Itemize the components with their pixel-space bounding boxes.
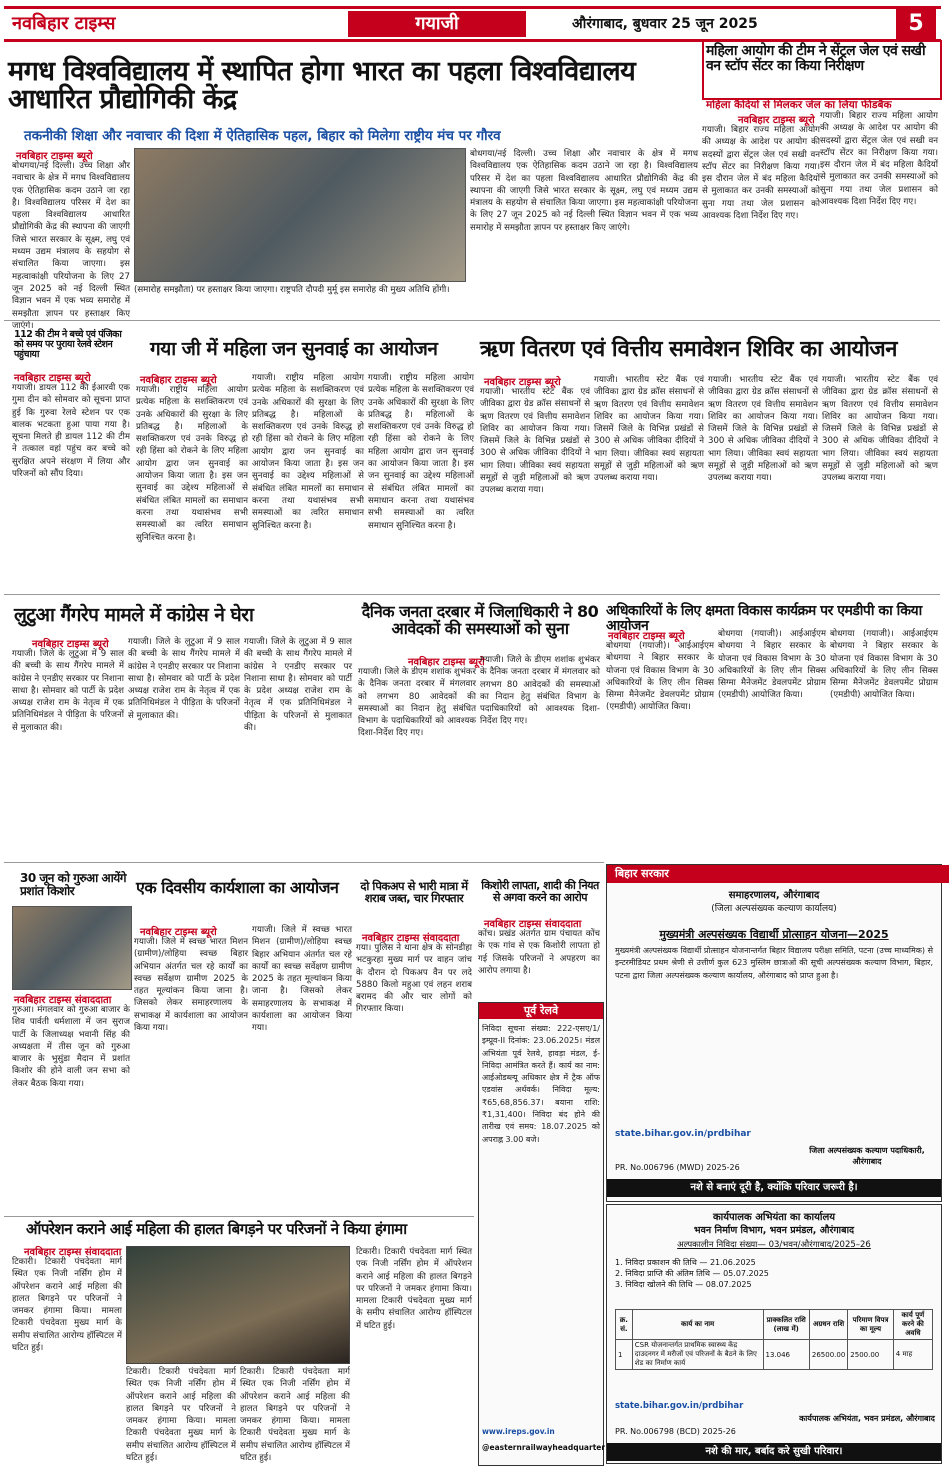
divider (4, 320, 940, 321)
gov2-office: भवन निर्माण विभाग, भवन प्रमंडल, औरंगाबाद (693, 1225, 855, 1236)
gurua-photo (12, 906, 132, 990)
gov2-header: कार्यपालक अभियंता का कार्यालय (712, 1212, 836, 1223)
gov1-website[interactable]: state.bihar.gov.in/prdbihar (615, 1129, 751, 1139)
gov1-scheme: मुख्यमंत्री अल्पसंख्यक विद्यार्थी प्रोत्साहन योजना—2025 (659, 928, 889, 941)
credit-headline: ऋण वितरण एवं वित्तीय समावेशन शिविर का आयोजन (480, 337, 897, 362)
gov1-signature: जिला अल्पसंख्यक कल्याण पदाधिकारी, औरंगाबाद (809, 1146, 925, 1166)
jail-subhead: महिला कैदियों से मिलकर जेल का लिया फीडबैक (706, 99, 892, 111)
kishori-body: कोंच। प्रखंड अंतर्गत ग्राम पंचायत कोंच के एक गांव से एक किशोरी लापता हो गई जिसके परिजनों ने अपहरण का आरोप लगाया है। (478, 929, 600, 976)
gov2-table (615, 1309, 933, 1370)
gov2-date-row: 2. निविदा प्राप्ति की अंतिम तिथि — 05.07.2025 (615, 1269, 769, 1278)
table-cell: 2500.00 (848, 1340, 894, 1370)
surgery-photo (126, 1246, 350, 1364)
gov2-dates (615, 1257, 933, 1290)
table-row (616, 1340, 933, 1370)
gov1-header: बिहार सरकार (607, 865, 949, 883)
jail-headline-box (702, 40, 942, 100)
table-header: अग्रधन राशि (809, 1310, 847, 1340)
darbar-body-2: गयाजी। जिले के डीएम शशांक शुभंकर के दैनिक जनता दरबार में मंगलवार को लगभग 80 आवेदकों की समस्याओं का निदान हेतु संबंधित विभाग के पदाधिकारियों को आवश्यक दिशा-निर्देश दिए गए। (480, 655, 600, 727)
table-header: कार्य का नाम (632, 1310, 763, 1340)
capacity-byline: नवबिहार टाइम्स ब्यूरो (608, 631, 685, 642)
lutua-body-2: गयाजी। जिले के लुटुआ में 9 साल की बच्ची के साथ गैंगरेप मामले में कांग्रेस ने एनडीए सरकार पर निशाना साधा है। सोमवार को पार्टी के प्रदेश अध्यक्ष राजेश राम के नेतृत्व में एक प्रतिनिधिमंडल ने पीड़िता के परिजनों से मुलाकात की। (128, 637, 240, 721)
hearing-body: गयाजी। राष्ट्रीय महिला आयोग प्रत्येक महिला के सशक्तिकरण एवं उनके अधिकारों की सुरक्षा के लिए प्रतिबद्ध है। महिलाओं के सशक्तिकरण एवं उनके विरुद्ध हो रही हिंसा को रोकने के लिए महिला आयोग द्वारा जन सुनवाई का आयोजन किया जाता है। इस जन सुनवाई का उद्देश्य महिलाओं से संबंधित लंबित मामलों का समाधान करना तथा यथासंभव सभी समस्याओं का त्वरित समाधान सुनिश्चित करना है। (136, 385, 248, 543)
credit-body-3: गयाजी। भारतीय स्टेट बैंक एवं जीविका द्वारा ग्रेड क्रॉस संसाधनों से ऋण वितरण एवं वित्तीय समावेशन शिविर का आयोजन किया गया। जिसमें जिले के विभिन्न प्रखंडों से 300 से अधिक जीविका दीदियों ने भाग लिया। जीविका स्वयं सहायता समूहों से जुड़ी महिलाओं को ऋण उपलब्ध कराया गया। (708, 375, 818, 484)
lead-headline: मगध विश्वविद्यालय में स्थापित होगा भारत का पहला विश्वविद्यालय आधारित प्रौद्योगिकी केंद्र (8, 56, 636, 116)
jail-headline: महिला आयोग की टीम ने सेंट्रल जेल एवं सखी वन स्टॉप सेंटर का किया निरीक्षण (706, 43, 926, 74)
kishori-headline: किशोरी लापता, शादी की नियत से अगवा करने का आरोप (481, 879, 599, 904)
gurua-byline: नवबिहार टाइम्स संवाददाता (14, 995, 112, 1006)
workshop-headline: एक दिवसीय कार्यशाला का आयोजन (136, 878, 339, 897)
table-cell: 13.046 (763, 1340, 809, 1370)
railway-body: निविदा सूचना संख्या: 222-एसए/1/इम्प्रूव-II दिनांक: 23.06.2025। मंडल अभियंता पूर्व रेलवे, हावड़ा मंडल, ई-निविदा आमंत्रित करते हैं। कार्य का नाम: आईओडब्ल्यू अधिकार क्षेत्र में ट्रैक ऑफ एडवांस अर्थवर्क। निविदा मूल्य: ₹65,68,856.37। बयाना राशि: ₹1,31,400। निविदा बंद होने की तारीख एवं समय: 18.07.2025 को अपराह्न 3.00 बजे। (482, 1024, 600, 1144)
table-header: कार्य पूर्ण करने की अवधि (893, 1310, 932, 1340)
lutua-body: गयाजी। जिले के लुटुआ में 9 साल की बच्ची के साथ गैंगरेप मामले में कांग्रेस ने एनडीए सरकार पर निशाना साधा है। सोमवार को पार्टी के प्रदेश अध्यक्ष राजेश राम के नेतृत्व में एक प्रतिनिधिमंडल ने पीड़िता के परिजनों से मुलाकात की। (12, 649, 124, 733)
child-body: गयाजी। डायल 112 की ईआरवी एक गुमा दीन को सोमवार को सूचना प्राप्त हुई कि गुरुवा रेलवे स्टेशन पर एक बालक भटकता हुआ पाया गया है। सूचना मिलते ही डायल 112 की टीम ने तत्काल वहां पहुंच कर बच्चे को सुरक्षित अपने संरक्षण में लिया और परिजनों को सौंप दिया। (12, 383, 130, 480)
credit-body-4: गयाजी। भारतीय स्टेट बैंक एवं जीविका द्वारा ग्रेड क्रॉस संसाधनों से ऋण वितरण एवं वित्तीय समावेशन शिविर का आयोजन किया गया। जिसमें जिले के विभिन्न प्रखंडों से 300 से अधिक जीविका दीदियों ने भाग लिया। जीविका स्वयं सहायता समूहों से जुड़ी महिलाओं को ऋण उपलब्ध कराया गया। (822, 375, 938, 484)
surgery-body-2: टिकारी। टिकारी पंचदेवता मार्ग स्थित एक निजी नर्सिंग होम में ऑपरेशन कराने आई महिला की हालत बिगड़ने पर परिजनों ने जमकर हंगामा किया। मामला टिकारी पंचदेवता मुख्य मार्ग के समीप संचालित आरोग्य हॉस्पिटल में घटित हुई। (126, 1367, 236, 1464)
gov2-pr-no: PR. No.006798 (BCD) 2025-26 (615, 1427, 736, 1436)
brand-name: नवबिहार टाइम्स (12, 13, 116, 34)
liquor-headline: दो पिकअप से भारी मात्रा में शराब जब्त, चार गिरफ्तार (360, 879, 468, 906)
gurua-body: गुरुआ। मंगलवार को गुरुआ बाजार के शिव पार्वती धर्मशाला में जन सुराज पार्टी के जिलाध्यक्ष भवानी सिंह की अध्यक्षता में तीस जून को गुरुआ बाजार के भुसुंडा मैदान में प्रशांत किशोर की होने वाली जन सभा को लेकर बैठक किया गया। (12, 1005, 130, 1089)
credit-body: गयाजी। भारतीय स्टेट बैंक एवं जीविका द्वारा ग्रेड क्रॉस संसाधनों से ऋण वितरण एवं वित्तीय समावेशन शिविर का आयोजन किया गया। जिसमें जिले के विभिन्न प्रखंडों से 300 से अधिक जीविका दीदियों ने भाग लिया। जीविका स्वयं सहायता समूहों से जुड़ी महिलाओं को ऋण उपलब्ध कराया गया। (480, 387, 590, 496)
lutua-headline: लुटुआ गैंगरेप मामले में कांग्रेस ने घेरा (14, 604, 254, 626)
capacity-headline: अधिकारियों के लिए क्षमता विकास कार्यक्रम पर एमडीपी का किया आयोजन (606, 603, 922, 634)
darbar-byline: नवबिहार टाइम्स ब्यूरो (408, 657, 485, 668)
dateline: औरंगाबाद, बुधवार 25 जून 2025 (572, 16, 758, 32)
surgery-byline: नवबिहार टाइम्स संवाददाता (24, 1247, 122, 1258)
darbar-body: गयाजी। जिले के डीएम शशांक शुभंकर के दैनिक जनता दरबार में मंगलवार को लगभग 80 आवेदकों की समस्याओं का निदान हेतु संबंधित विभाग के पदाधिकारियों को आवश्यक दिशा-निर्देश दिए गए। (358, 667, 476, 739)
workshop-body-2: गयाजी। जिले में स्वच्छ भारत मिशन (ग्रामीण)/लोहिया स्वच्छ बिहार अभियान अंतर्गत चल रहे कार्यों का स्वच्छ सर्वेक्षण ग्रामीण 2025 के तहत मूल्यांकन किया जाना है। जिसको लेकर समाहरणालय के सभाकक्ष में कार्यशाला का आयोजन किया गया। (252, 925, 352, 1034)
lead-subhead: तकनीकी शिक्षा और नवाचार की दिशा में ऐतिहासिक पहल, बिहार को मिलेगा राष्ट्रीय मंच पर गौरव (24, 128, 501, 144)
darbar-headline: दैनिक जनता दरबार में जिलाधिकारी ने 80 आवेदकों की समस्याओं को सुना (361, 602, 599, 638)
table-header: परिमाण विपत्र का मूल्य (848, 1310, 894, 1340)
gov2-date-row: 1. निविदा प्रकाशन की तिथि — 21.06.2025 (615, 1258, 756, 1267)
lutua-body-3: गयाजी। जिले के लुटुआ में 9 साल की बच्ची के साथ गैंगरेप मामले में कांग्रेस ने एनडीए सरकार पर निशाना साधा है। सोमवार को पार्टी के प्रदेश अध्यक्ष राजेश राम के नेतृत्व में एक प्रतिनिधिमंडल ने पीड़िता के परिजनों से मुलाकात की। (244, 637, 352, 734)
gov1-slogan: नशे से बनाएं दूरी है, क्योंकि परिवार जरूरी है। (607, 1179, 941, 1197)
section-tag: गयाजी (348, 11, 526, 37)
gov2-signature: कार्यपालक अभियंता, भवन प्रमंडल, औरंगाबाद (799, 1414, 935, 1423)
gov2-date-row: 3. निविदा खोलने की तिथि — 08.07.2025 (615, 1280, 752, 1289)
lead-photo-caption: (समारोह समझौता) पर हस्ताक्षर किया जाएगा। राष्ट्रपति दौपदी मुर्मू इस समारोह की मुख्य अतिथि होंगी। (134, 285, 450, 295)
table-cell: 26500.00 (809, 1340, 847, 1370)
gov2-slogan: नशे की मार, बर्बाद करे सुखी परिवार। (607, 1443, 941, 1461)
divider (4, 594, 940, 595)
child-headline: 112 की टीम ने बच्चे एवं पंजिका को समय पर पुराया रेलवे स्टेशन पहुंचाया (14, 329, 122, 360)
table-cell: 4 माह (893, 1340, 932, 1370)
credit-byline: नवबिहार टाइम्स ब्यूरो (484, 377, 561, 388)
gov1-pr-no: PR. No.006796 (MWD) 2025-26 (615, 1163, 740, 1172)
credit-body-2: गयाजी। भारतीय स्टेट बैंक एवं जीविका द्वारा ग्रेड क्रॉस संसाधनों से ऋण वितरण एवं वित्तीय समावेशन शिविर का आयोजन किया गया। जिसमें जिले के विभिन्न प्रखंडों से 300 से अधिक जीविका दीदियों ने भाग लिया। जीविका स्वयं सहायता समूहों से जुड़ी महिलाओं को ऋण उपलब्ध कराया गया। (594, 375, 704, 484)
capacity-body-3: बोधगया (गयाजी)। आईआईएम बोधगया ने बिहार सरकार के योजना एवं विकास विभाग के 30 अधिकारियों के लिए लीन सिक्स सिग्मा मैनेजमेंट डेवलपमेंट प्रोग्राम (एमडीपी) आयोजित किया। (830, 629, 938, 701)
table-header: क्र. सं. (616, 1310, 633, 1340)
liquor-body: गया। पुलिस ने थाना क्षेत्र के सोनडीहा भटकुरहा मुख्य मार्ग पर वाहन जांच के दौरान दो पिकअप वैन पर लदे 5880 किलो महुआ एवं लहन शराब बरामद की और चार लोगों को गिरफ्तार किया। (356, 943, 472, 1015)
gov1-department: (जिला अल्पसंख्यक कल्याण कार्यालय) (711, 904, 837, 914)
surgery-body-3: टिकारी। टिकारी पंचदेवता मार्ग स्थित एक निजी नर्सिंग होम में ऑपरेशन कराने आई महिला की हालत बिगड़ने पर परिजनों ने जमकर हंगामा किया। मामला टिकारी पंचदेवता मुख्य मार्ग के समीप संचालित आरोग्य हॉस्पिटल में घटित हुई। (240, 1367, 350, 1464)
divider (4, 1216, 474, 1217)
table-cell: CSR योजनान्तर्गत प्राथमिक स्वास्थ्य केंद्र दाउदनगर में मरीजों एवं परिजनों के बैठने के लिए शेड का निर्माण कार्य (632, 1340, 763, 1370)
surgery-headline: ऑपरेशन कराने आई महिला की हालत बिगड़ने पर परिजनों ने किया हंगामा (26, 1220, 407, 1238)
railway-title: पूर्व रेलवे (479, 1003, 603, 1019)
minority-scheme-notice (606, 864, 942, 1202)
gov2-website[interactable]: state.bihar.gov.in/prdbihar (615, 1401, 744, 1411)
table-cell: 1 (616, 1340, 633, 1370)
workshop-body: गयाजी। जिले में स्वच्छ भारत मिशन (ग्रामीण)/लोहिया स्वच्छ बिहार अभियान अंतर्गत चल रहे कार्यों का स्वच्छ सर्वेक्षण ग्रामीण 2025 के तहत मूल्यांकन किया जाना है। जिसको लेकर समाहरणालय के सभाकक्ष में कार्यशाला का आयोजन किया गया। (134, 937, 248, 1034)
railway-website[interactable]: www.ireps.gov.in (482, 1427, 555, 1436)
kishori-byline: नवबिहार टाइम्स संवाददाता (484, 919, 582, 930)
hearing-body-3: गयाजी। राष्ट्रीय महिला आयोग प्रत्येक महिला के सशक्तिकरण एवं उनके अधिकारों की सुरक्षा के लिए प्रतिबद्ध है। महिलाओं के सशक्तिकरण एवं उनके विरुद्ध हो रही हिंसा को रोकने के लिए महिला आयोग द्वारा जन सुनवाई का आयोजन किया जाता है। इस जन सुनवाई का उद्देश्य महिलाओं से संबंधित लंबित मामलों का समाधान करना तथा यथासंभव सभी समस्याओं का त्वरित समाधान सुनिश्चित करना है। (368, 373, 474, 531)
table-header: प्राक्कलित राशि (लाख में) (763, 1310, 809, 1340)
hearing-headline: गया जी में महिला जन सुनवाई का आयोजन (150, 338, 438, 360)
capacity-body-2: बोधगया (गयाजी)। आईआईएम बोधगया ने बिहार सरकार के योजना एवं विकास विभाग के 30 अधिकारियों के लिए लीन सिक्स सिग्मा मैनेजमेंट डेवलपमेंट प्रोग्राम (एमडीपी) आयोजित किया। (718, 629, 826, 701)
jail-byline: नवबिहार टाइम्स ब्यूरो (738, 115, 815, 126)
gov2-notice: अल्पकालीन निविदा संख्या— 03/भवन/औरंगाबाद/2025–26 (677, 1240, 871, 1250)
lead-body-continued: बोधगया/नई दिल्ली। उच्च शिक्षा और नवाचार के क्षेत्र में मगध विश्वविद्यालय एक ऐतिहासिक कदम उठाने जा रहा है। विश्वविद्यालय परिसर में देश का पहला विश्वविद्यालय आधारित प्रौद्योगिकी केंद्र की स्थापना की जाएगी जिसे भारत सरकार के सूक्ष्म, लघु एवं मध्यम उद्यम मंत्रालय के सहयोग से संचालित किया जाएगा। इस महत्वाकांक्षी परियोजना के लिए 27 जून 2025 को नई दिल्ली स्थित विज्ञान भवन में एक भव्य समारोह में समझौता ज्ञापन पर हस्ताक्षर किए जाएंगे। (470, 149, 698, 233)
jail-body-continued: गयाजी। बिहार राज्य महिला आयोग की अध्यक्ष के आदेश पर आयोग की सदस्यों द्वारा सेंट्रल जेल एवं सखी वन स्टॉप सेंटर का निरीक्षण किया गया। इस दौरान जेल में बंद महिला कैदियों से मुलाकात कर उनकी समस्याओं को सुना गया तथा जेल प्रशासन को आवश्यक दिशा निर्देश दिए गए। (820, 111, 938, 208)
gov1-body: मुख्यमंत्री अल्पसंख्यक विद्यार्थी प्रोत्साहन योजनान्तर्गत बिहार विद्यालय परीक्षा समिति, पटना (उच्च माध्यमिक) से इन्टरमीडियट प्रथम श्रेणी से उत्तीर्ण कुल 623 मुस्लिम छात्राओं की सूची अल्पसंख्यक कल्याण विभाग, बिहार, पटना द्वारा जिला अल्पसंख्यक कल्याण कार्यालय, औरंगाबाद को प्राप्त हुआ है। (615, 946, 933, 980)
railway-handle[interactable]: @easternrailwayheadquarter (482, 1443, 606, 1452)
divider (4, 862, 604, 863)
building-tender-notice (606, 1204, 942, 1464)
capacity-body: बोधगया (गयाजी)। आईआईएम बोधगया ने बिहार सरकार के योजना एवं विकास विभाग के 30 अधिकारियों के लिए लीन सिक्स सिग्मा मैनेजमेंट डेवलपमेंट प्रोग्राम (एमडीपी) आयोजित किया। (606, 641, 714, 713)
masthead (4, 6, 941, 42)
child-byline: नवबिहार टाइम्स ब्यूरो (14, 373, 91, 384)
workshop-byline: नवबिहार टाइम्स ब्यूरो (140, 927, 217, 938)
hearing-byline: नवबिहार टाइम्स ब्यूरो (140, 375, 217, 386)
hearing-body-2: गयाजी। राष्ट्रीय महिला आयोग प्रत्येक महिला के सशक्तिकरण एवं उनके अधिकारों की सुरक्षा के लिए प्रतिबद्ध है। महिलाओं के सशक्तिकरण एवं उनके विरुद्ध हो रही हिंसा को रोकने के लिए महिला आयोग द्वारा जन सुनवाई का आयोजन किया जाता है। इस जन सुनवाई का उद्देश्य महिलाओं से संबंधित लंबित मामलों का समाधान करना तथा यथासंभव सभी समस्याओं का त्वरित समाधान सुनिश्चित करना है। (252, 373, 364, 531)
gov1-office: समाहरणालय, औरंगाबाद (728, 890, 820, 901)
page-number: 5 (896, 9, 936, 39)
lutua-byline: नवबिहार टाइम्स ब्यूरो (32, 639, 109, 650)
liquor-byline: नवबिहार टाइम्स संवाददाता (362, 933, 460, 944)
lead-photo (134, 148, 466, 282)
lead-body: बोधगया/नई दिल्ली। उच्च शिक्षा और नवाचार के क्षेत्र में मगध विश्वविद्यालय एक ऐतिहासिक कदम उठाने जा रहा है। विश्वविद्यालय परिसर में देश का पहला विश्वविद्यालय आधारित प्रौद्योगिकी केंद्र की स्थापना की जाएगी जिसे भारत सरकार के सूक्ष्म, लघु एवं मध्यम उद्यम मंत्रालय के सहयोग से संचालित किया जाएगा। इस महत्वाकांक्षी परियोजना के लिए 27 जून 2025 को नई दिल्ली स्थित विज्ञान भवन में एक भव्य समारोह में समझौता ज्ञापन पर हस्ताक्षर किए जाएंगे। (12, 161, 130, 331)
surgery-body: टिकारी। टिकारी पंचदेवता मार्ग स्थित एक निजी नर्सिंग होम में ऑपरेशन कराने आई महिला की हालत बिगड़ने पर परिजनों ने जमकर हंगामा किया। मामला टिकारी पंचदेवता मुख्य मार्ग के समीप संचालित आरोग्य हॉस्पिटल में घटित हुई। (12, 1257, 122, 1354)
jail-body: गयाजी। बिहार राज्य महिला आयोग की अध्यक्ष के आदेश पर आयोग की सदस्यों द्वारा सेंट्रल जेल एवं सखी वन स्टॉप सेंटर का निरीक्षण किया गया। इस दौरान जेल में बंद महिला कैदियों से मुलाकात कर उनकी समस्याओं को सुना गया तथा जेल प्रशासन को आवश्यक दिशा निर्देश दिए गए। (702, 125, 820, 222)
railway-notice (478, 1002, 604, 1466)
surgery-body-4: टिकारी। टिकारी पंचदेवता मार्ग स्थित एक निजी नर्सिंग होम में ऑपरेशन कराने आई महिला की हालत बिगड़ने पर परिजनों ने जमकर हंगामा किया। मामला टिकारी पंचदेवता मुख्य मार्ग के समीप संचालित आरोग्य हॉस्पिटल में घटित हुई। (356, 1247, 472, 1331)
lead-byline: नवबिहार टाइम्स ब्यूरो (16, 151, 93, 162)
gurua-headline: 30 जून को गुरुआ आयेंगे प्रशांत किशोर (20, 871, 126, 898)
